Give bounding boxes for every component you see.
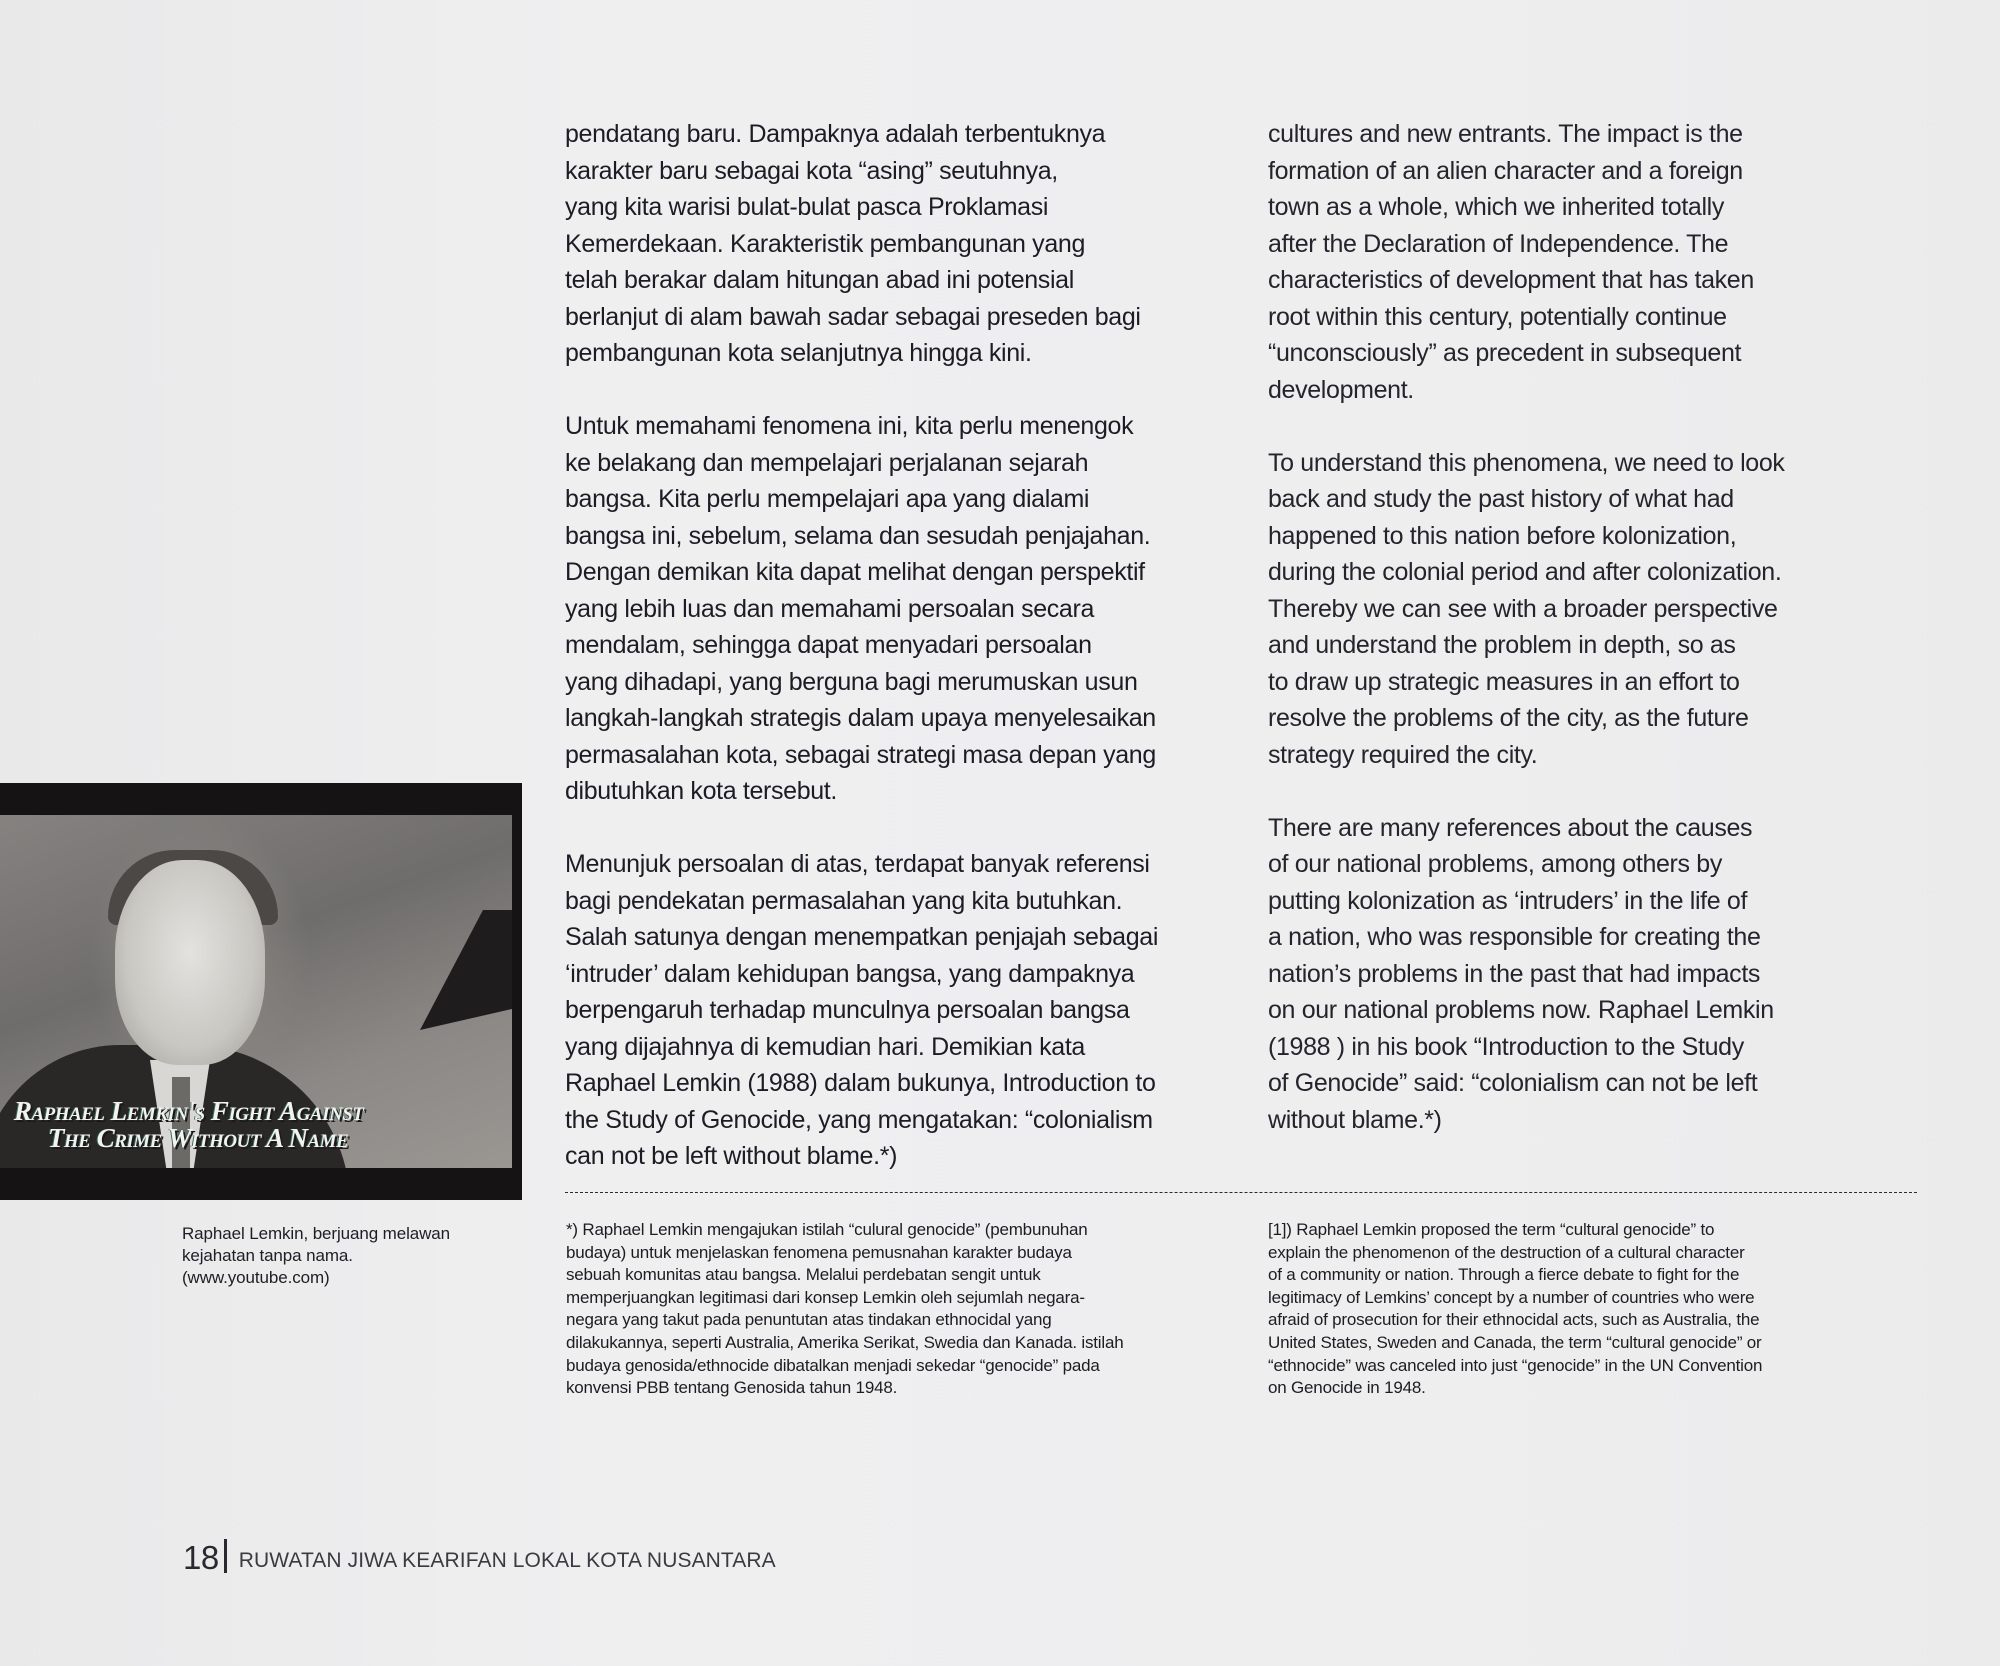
text-line: yang dihadapi, yang berguna bagi merumuskan usun: [565, 667, 1138, 696]
text-line: to draw up strategic measures in an effort to: [1268, 667, 1740, 696]
text-line: bangsa. Kita perlu mempelajari apa yang dialami: [565, 485, 1090, 513]
paragraph-gap: [1268, 773, 1785, 810]
text-line: nation’s problems in the past that had impacts: [1268, 959, 1761, 988]
footnote-line: negara yang takut pada penuntutan atas tindakan ethnocidal yang: [566, 1310, 1052, 1330]
text-line: pendatang baru. Dampaknya adalah terbentuknya: [565, 120, 1106, 148]
text-line: berlanjut di alam bawah sadar sebagai preseden bagi: [565, 302, 1141, 331]
text-line: permasalahan kota, sebagai strategi masa depan yang: [565, 740, 1156, 769]
text-line: strategy required the city.: [1268, 740, 1538, 769]
text-line: on our national problems now. Raphael Lemkin: [1268, 996, 1774, 1024]
text-line: Thereby we can see with a broader perspective: [1268, 594, 1778, 623]
footnote-line: legitimacy of Lemkins’ concept by a number of countries who were: [1268, 1287, 1755, 1307]
text-line: karakter baru sebagai kota “asing” seutuhnya,: [565, 156, 1058, 185]
text-line: resolve the problems of the city, as the future: [1268, 704, 1749, 732]
photo-title-line1: Raphael Lemkin's Fight Against: [14, 1096, 364, 1126]
paragraph-gap: [565, 372, 1158, 409]
text-line: during the colonial period and after colonization.: [1268, 558, 1782, 586]
text-line: formation of an alien character and a foreign: [1268, 156, 1743, 185]
paragraph-gap: [565, 810, 1158, 847]
page-number: 18: [183, 1539, 219, 1576]
text-line: langkah-langkah strategis dalam upaya menyelesaikan: [565, 704, 1156, 732]
text-line: dibutuhkan kota tersebut.: [565, 777, 837, 805]
footnote-line: of a community or nation. Through a fierce debate to fight for the: [1268, 1265, 1740, 1285]
paragraph: [1268, 810, 1785, 1139]
text-line: cultures and new entrants. The impact is the: [1268, 120, 1743, 148]
caption-line: (www.youtube.com): [182, 1268, 330, 1287]
text-line: yang dijajahnya di kemudian hari. Demikian kata: [565, 1032, 1085, 1061]
photo-title-line2: The Crime Without A Name: [48, 1123, 349, 1153]
text-line: There are many references about the causes: [1268, 813, 1753, 842]
text-line: after the Declaration of Independence. The: [1268, 229, 1729, 258]
footnote-line: dilakukannya, seperti Australia, Amerika Serikat, Swedia dan Kanada. istilah: [566, 1332, 1124, 1352]
text-line: back and study the past history of what had: [1268, 485, 1734, 513]
text-line: yang lebih luas dan memahami persoalan secara: [565, 594, 1095, 623]
text-line: Raphael Lemkin (1988) dalam bukunya, Introduction to: [565, 1069, 1156, 1097]
footnote-line: sebuah komunitas atau bangsa. Melalui perdebatan sengit untuk: [566, 1265, 1041, 1285]
figure-photo-frame: [0, 783, 522, 1200]
text-line: yang kita warisi bulat-bulat pasca Proklamasi: [565, 193, 1049, 221]
text-line: Salah satunya dengan menempatkan penjajah sebagai: [565, 923, 1159, 951]
portrait-photo: [0, 815, 512, 1168]
footnote-divider: [565, 1192, 1917, 1193]
footnote-line: on Genocide in 1948.: [1268, 1378, 1426, 1398]
caption-line: Raphael Lemkin, berjuang melawan: [182, 1224, 451, 1243]
footnote-line: *) Raphael Lemkin mengajukan istilah “culural genocide” (pembunuhan: [566, 1220, 1088, 1239]
footnote-line: konvensi PBB tentang Genosida tahun 1948.: [566, 1378, 898, 1398]
footnote-line: memperjuangkan legitimasi dari konsep Lemkin oleh sejumlah negara-: [566, 1287, 1085, 1307]
text-line: of our national problems, among others by: [1268, 850, 1722, 878]
photo-chair-shape: [385, 910, 512, 1030]
text-line: ‘intruder’ dalam kehidupan bangsa, yang dampaknya: [565, 959, 1135, 988]
paragraph: [565, 116, 1158, 372]
text-line: can not be left without blame.*): [565, 1142, 898, 1170]
text-line: happened to this nation before kolonization,: [1268, 521, 1737, 550]
photo-head-shape: [115, 860, 265, 1065]
page-footer: [183, 1536, 776, 1576]
text-line: and understand the problem in depth, so as: [1268, 631, 1736, 659]
footnote-line: [1]) Raphael Lemkin proposed the term “cultural genocide” to: [1268, 1220, 1715, 1239]
footnote-line: United States, Sweden and Canada, the term “cultural genocide” or: [1268, 1332, 1762, 1352]
text-line: bangsa ini, sebelum, selama dan sesudah penjajahan.: [565, 521, 1151, 550]
body-column-english: [1268, 116, 1785, 1138]
text-line: (1988 ) in his book “Introduction to the Study: [1268, 1032, 1744, 1061]
footnote-indonesian: [566, 1219, 1123, 1400]
text-line: Kemerdekaan. Karakteristik pembangunan yang: [565, 229, 1085, 258]
caption-line: kejahatan tanpa nama.: [182, 1246, 353, 1265]
figure-caption: [182, 1223, 450, 1289]
text-line: development.: [1268, 375, 1414, 404]
text-line: of Genocide” said: “colonialism can not be left: [1268, 1069, 1758, 1097]
text-line: mendalam, sehingga dapat menyadari persoalan: [565, 631, 1092, 659]
text-line: town as a whole, which we inherited totally: [1268, 193, 1725, 221]
paragraph: [565, 408, 1158, 810]
paragraph: [565, 846, 1158, 1175]
text-line: a nation, who was responsible for creating the: [1268, 923, 1761, 951]
footnote-line: budaya) untuk menjelaskan fenomena pemusnahan karakter budaya: [566, 1242, 1072, 1262]
text-line: telah berakar dalam hitungan abad ini potensial: [565, 266, 1074, 294]
photo-overlay-title: [14, 1098, 504, 1152]
text-line: the Study of Genocide, yang mengatakan: “colonialism: [565, 1105, 1153, 1134]
text-line: without blame.*): [1268, 1105, 1442, 1134]
text-line: putting kolonization as ‘intruders’ in the life of: [1268, 886, 1748, 915]
paragraph-gap: [1268, 408, 1785, 445]
text-line: Dengan demikan kita dapat melihat dengan perspektif: [565, 558, 1145, 586]
text-line: ke belakang dan mempelajari perjalanan sejarah: [565, 448, 1089, 477]
footnote-line: explain the phenomenon of the destruction of a cultural character: [1268, 1242, 1745, 1262]
paragraph: [1268, 116, 1785, 408]
footer-separator-bar: [224, 1539, 227, 1573]
text-line: root within this century, potentially continue: [1268, 302, 1727, 331]
text-line: bagi pendekatan permasalahan yang kita butuhkan.: [565, 886, 1123, 915]
text-line: To understand this phenomena, we need to look: [1268, 448, 1785, 477]
footnote-english: [1268, 1219, 1762, 1400]
running-title: RUWATAN JIWA KEARIFAN LOKAL KOTA NUSANTARA: [238, 1549, 776, 1572]
paragraph: [1268, 445, 1785, 774]
text-line: “unconsciously” as precedent in subsequent: [1268, 339, 1742, 367]
footnote-line: “ethnocide” was canceled into just “genocide” in the UN Convention: [1268, 1355, 1763, 1375]
footnote-line: budaya genosida/ethnocide dibatalkan menjadi sekedar “genocide” pada: [566, 1355, 1100, 1375]
footnote-line: afraid of prosecution for their ethnocidal acts, such as Australia, the: [1268, 1310, 1760, 1330]
text-line: Untuk memahami fenomena ini, kita perlu menengok: [565, 412, 1134, 440]
text-line: characteristics of development that has taken: [1268, 266, 1754, 294]
body-column-indonesian: [565, 116, 1158, 1175]
text-line: berpengaruh terhadap munculnya persoalan bangsa: [565, 996, 1130, 1024]
text-line: pembangunan kota selanjutnya hingga kini.: [565, 339, 1032, 367]
text-line: Menunjuk persoalan di atas, terdapat banyak referensi: [565, 850, 1150, 878]
